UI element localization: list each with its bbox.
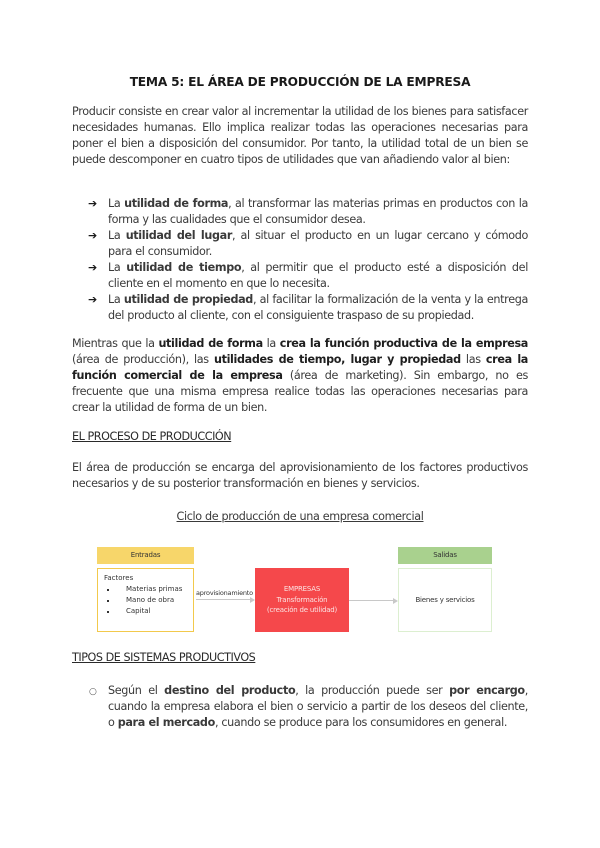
list-item-utilidad-propiedad: ➔ La utilidad de propiedad, al facilitar la formalización de la venta y la entrega del producto al cliente, con el consiguiente traspaso de su propiedad. xyxy=(88,293,528,322)
arrow-right-icon: ➔ xyxy=(88,293,97,306)
salidas-box: Bienes y servicios xyxy=(398,568,492,632)
diagram-caption: Ciclo de producción de una empresa comercial xyxy=(176,510,424,523)
mientras-paragraph: Mientras que la utilidad de forma la crea la función productiva de la empresa (área de producción), las utilidades de tiempo, lugar y propiedad las crea la función comercial de la empresa (área de marketing). Sin embargo, no es frecuente que una misma empresa realice todas las operaciones necesarias para crear la utilidad de forma de un bien. xyxy=(72,337,529,414)
circle-bullet-icon: ○ xyxy=(89,687,97,697)
list-item-utilidad-lugar: ➔ La utilidad del lugar, al situar el producto en un lugar cercano y cómodo para el consumidor. xyxy=(88,229,528,258)
arrow-right-icon: ➔ xyxy=(88,229,97,242)
arrow-right-icon: ➔ xyxy=(88,197,97,210)
arrow-line-out xyxy=(349,600,393,601)
intro-paragraph: Producir consiste en crear valor al incrementar la utilidad de los bienes para satisfacer necesidades humanas. Ello implica realizar todas las operaciones necesarias para poner el bien a disposición del consumidor. Por tanto, la utilidad total de un bien se puede descomponer en cuatro tipos de utilidades que van añadiendo valor al bien: xyxy=(72,105,528,166)
list-item-utilidad-tiempo: ➔ La utilidad de tiempo, al permitir que el producto esté a disposición del cliente en el momento en que lo necesita. xyxy=(88,261,528,290)
empresa-box xyxy=(255,568,349,632)
term: utilidad de tiempo xyxy=(126,261,242,274)
entradas-box xyxy=(97,568,194,632)
section-heading-tipos: TIPOS DE SISTEMAS PRODUCTIVOS xyxy=(72,651,256,664)
term: utilidad del lugar xyxy=(125,229,233,242)
empresa-line: Transformación xyxy=(276,595,328,604)
factor-item: Mano de obra xyxy=(104,595,187,606)
term: utilidad de propiedad xyxy=(123,293,253,306)
list-item-utilidad-forma: ➔ La utilidad de forma, al transformar las materias primas en productos con la forma y las cualidades que el consumidor desea. xyxy=(88,197,528,226)
list-item-destino: ○ Según el destino del producto, la producción puede ser por encargo, cuando la empresa elabora el bien o servicio a partir de los deseos del cliente, o para el mercado, cuando se produce para los consumidores en general. xyxy=(89,684,528,729)
utilities-list xyxy=(88,196,528,324)
tipos-list xyxy=(88,683,528,731)
section-heading-proceso: EL PROCESO DE PRODUCCIÓN xyxy=(72,430,232,443)
factores-list xyxy=(104,584,187,617)
salidas-header: Salidas xyxy=(398,547,492,564)
factor-item: Materias primas xyxy=(104,584,187,595)
arrow-line-in xyxy=(196,599,250,600)
entradas-header: Entradas xyxy=(97,547,194,564)
arrow-right-icon: ➔ xyxy=(88,261,97,274)
empresa-line: EMPRESAS xyxy=(283,585,321,593)
factores-title: Factores xyxy=(104,574,134,582)
empresa-line: (creación de utilidad) xyxy=(266,606,338,614)
term: utilidad de forma xyxy=(124,197,229,210)
aprovisionamiento-label: aprovisionamiento xyxy=(196,589,253,597)
proceso-paragraph: El área de producción se encarga del aprovisionamiento de los factores productivos necesarios y de su posterior transformación en bienes y servicios. xyxy=(72,461,528,490)
page-title: TEMA 5: EL ÁREA DE PRODUCCIÓN DE LA EMPRESA xyxy=(129,75,471,89)
factor-item: Capital xyxy=(104,606,187,617)
